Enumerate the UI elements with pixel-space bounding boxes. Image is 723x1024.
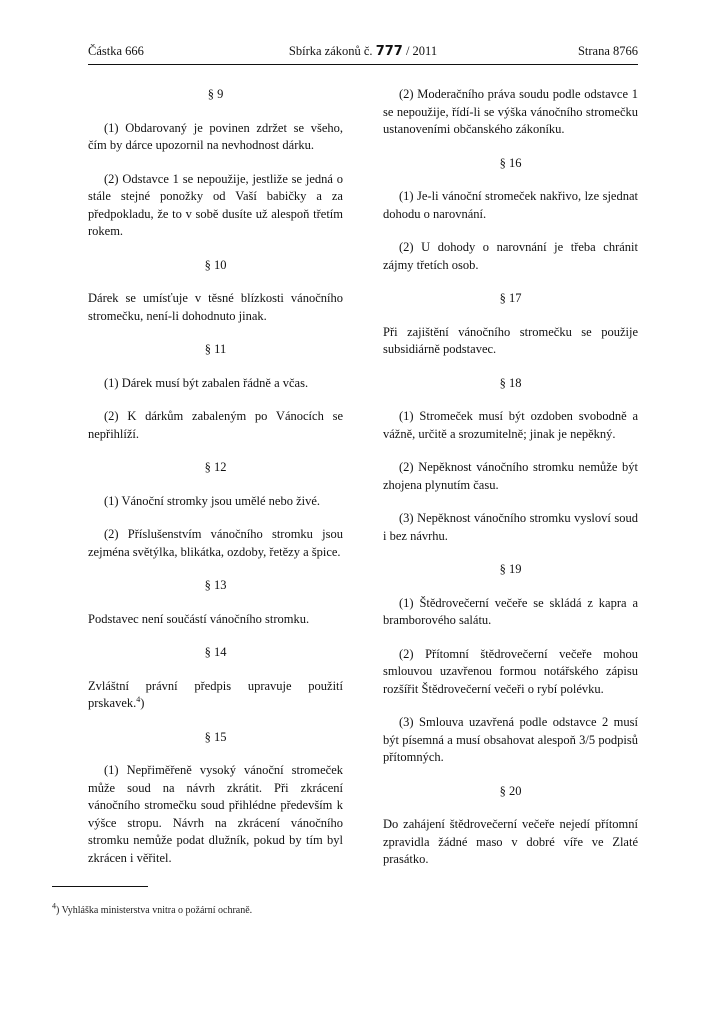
paragraph: [88, 678, 343, 713]
footnote-text: ) Vyhláška ministerstva vnitra o požární ochraně.: [56, 905, 253, 916]
paragraph: (2) Moderačního práva soudu podle odstavce 1 se nepoužije, řídí-li se výška vánočního stromečku ustanoveními občanského zákoníku.: [383, 87, 638, 136]
paragraph-text: Zvláštní právní předpis upravuje použití prskavek.: [88, 678, 343, 710]
section-heading: § 17: [499, 291, 522, 305]
page-header: [88, 44, 638, 62]
paragraph: (3) Smlouva uzavřená podle odstavce 2 musí být písemná a musí obsahovat alespoň 3/5 podpisů přítomných.: [383, 715, 638, 764]
section-heading: § 13: [204, 578, 227, 592]
right-column: [383, 86, 638, 885]
section-heading: § 14: [204, 645, 227, 659]
paragraph: (2) Nepěknost vánočního stromku nemůže být zhojena plynutím času.: [383, 460, 638, 492]
paragraph: Podstavec není součástí vánočního stromku.: [88, 611, 310, 626]
paragraph: Dárek se umísťuje v těsné blízkosti vánočního stromečku, není-li dohodnuto jinak.: [88, 291, 343, 323]
section-heading: § 19: [499, 562, 522, 576]
paragraph: (2) Přítomní štědrovečerní večeře mohou smlouvou uzavřenou formou notářského zápisu rozšířit Štědrovečerní večeři o rybí polévku.: [383, 646, 638, 696]
section-heading: § 20: [499, 783, 522, 798]
header-rule: [88, 64, 638, 65]
paragraph: (2) Příslušenstvím vánočního stromku jsou zejména světýlka, blikátka, ozdoby, řetězy a špice.: [88, 527, 343, 559]
section-heading: § 12: [204, 460, 227, 474]
paragraph: (1) Vánoční stromky jsou umělé nebo živé.: [104, 493, 321, 508]
paragraph: (1) Štědrovečerní večeře se skládá z kapra a bramborového salátu.: [383, 595, 638, 627]
paragraph: (3) Nepěknost vánočního stromku vysloví soud i bez návrhu.: [383, 511, 638, 543]
left-column: [88, 86, 343, 883]
section-heading: § 9: [207, 87, 224, 101]
footnote-reference: 4: [136, 694, 141, 704]
section-heading: § 10: [204, 257, 227, 272]
section-heading: § 15: [204, 729, 227, 744]
header-collection: [88, 44, 638, 59]
paragraph: (2) Odstavce 1 se nepoužije, jestliže se jedná o stále stejné ponožky od Vaší babičky a za předpokladu, že to v sobě dusíte už alespoň třetím rokem.: [88, 171, 343, 238]
footnote-reference-paren: ): [140, 696, 145, 710]
paragraph: (2) U dohody o narovnání je třeba chránit zájmy třetích osob.: [383, 240, 638, 272]
paragraph: (1) Dárek musí být zabalen řádně a včas.: [104, 375, 309, 390]
paragraph: (1) Obdarovaný je povinen zdržet se všeho, čím by dárce upozornil na nevhodnost dárku.: [88, 120, 343, 152]
paragraph: Do zahájení štědrovečerní večeře nejedí přítomní zpravidla žádné maso v dobré víře ve Zlaté prasátko.: [383, 817, 638, 866]
paragraph: (1) Nepřiměřeně vysoký vánoční stromeček může soud na návrh zkrátit. Při zkrácení vánočního stromečku soud přihlédne především k výšce stropu. Návrh na zkrácení vánočního stromku nemůže podat dlužník, pokud by tím byl zkrácen i věřitel.: [88, 763, 343, 865]
header-part: Částka 666: [88, 44, 144, 58]
footnote: [52, 901, 652, 916]
paragraph: (1) Je-li vánoční stromeček nakřivo, lze sjednat dohodu o narovnání.: [383, 189, 638, 221]
paragraph: Při zajištění vánočního stromečku se použije subsidiárně podstavec.: [383, 324, 638, 356]
header-page-number: Strana 8766: [577, 44, 638, 58]
section-heading: § 16: [499, 155, 522, 170]
paragraph: (1) Stromeček musí být ozdoben svobodně a vážně, určitě a srozumitelně; jinak je nepěkný.: [383, 409, 638, 441]
header-collection-year: / 2011: [405, 44, 438, 58]
section-heading: § 11: [204, 342, 227, 356]
header-collection-prefix: Sbírka zákonů č.: [288, 44, 373, 58]
header-law-number: 777: [375, 44, 403, 59]
section-heading: § 18: [499, 375, 522, 390]
paragraph: (2) K dárkům zabaleným po Vánocích se nepřihlíží.: [88, 409, 343, 441]
footnote-rule: [52, 886, 148, 887]
footnote-mark: 4: [52, 901, 56, 911]
